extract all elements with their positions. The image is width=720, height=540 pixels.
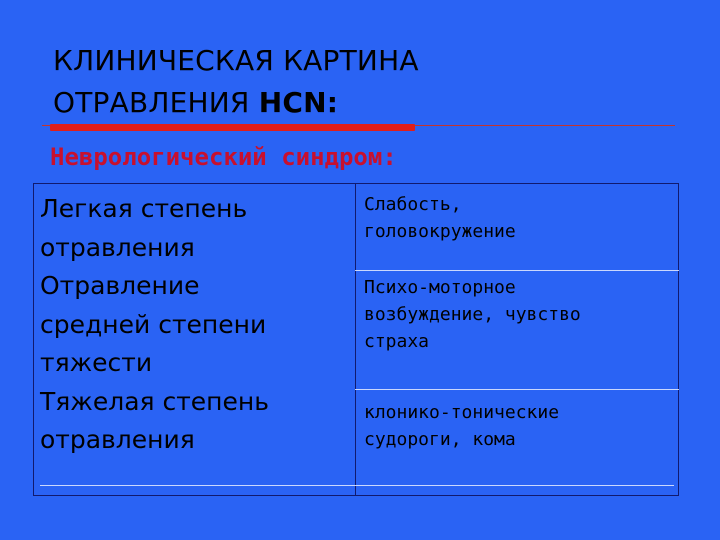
title-compound: HCN: <box>258 86 339 119</box>
severity-line: Тяжелая степень <box>40 386 269 416</box>
symptom-line: судороги, кома <box>364 429 516 450</box>
title-line-1: КЛИНИЧЕСКАЯ КАРТИНА <box>53 44 419 77</box>
symptom-line: Слабость, <box>364 194 462 215</box>
severity-column <box>40 190 350 460</box>
slide-title <box>53 40 653 124</box>
title-line-2 <box>53 82 653 124</box>
symptom-line: клонико-тонические <box>364 402 560 423</box>
table-row-divider-1 <box>355 270 679 271</box>
severity-line: отравления <box>40 425 195 454</box>
severity-line: Отравление <box>40 271 200 300</box>
symptoms-cell-severe <box>364 399 674 453</box>
slide-subtitle: Неврологический синдром: <box>50 143 397 171</box>
title-accent-bar <box>50 124 415 131</box>
severity-line: средней степени <box>40 309 267 339</box>
title-line-2-text: ОТРАВЛЕНИЯ <box>53 86 259 119</box>
symptoms-cell-mild <box>364 191 674 245</box>
severity-line: отравления <box>40 232 195 262</box>
severity-line: Легкая степень <box>40 194 248 223</box>
table-column-divider <box>355 183 356 496</box>
table-row-divider-2 <box>355 389 679 390</box>
table-bottom-line <box>40 485 674 486</box>
severity-line: тяжести <box>40 348 153 377</box>
symptom-line: страха <box>364 331 430 352</box>
symptom-line: головокружение <box>364 221 516 242</box>
symptom-line: возбуждение, чувство <box>364 304 581 325</box>
symptoms-cell-moderate <box>364 274 674 355</box>
symptom-line: Психо-моторное <box>364 277 516 298</box>
